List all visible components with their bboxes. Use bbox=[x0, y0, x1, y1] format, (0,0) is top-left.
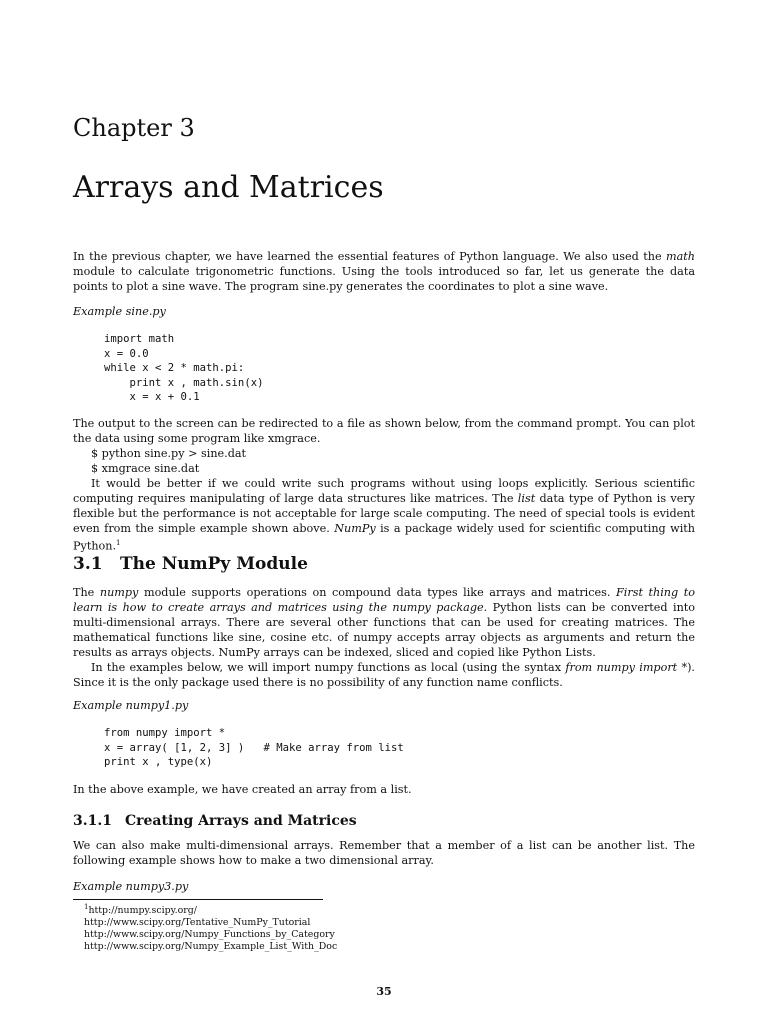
intro-paragraph: In the previous chapter, we have learned the essential features of Python language. We also used the math module to calculate trigonometric functions. Using the tools introduced so far, let us generate the data points to plot a sine wave. The program sine.py generates the coordinates to plot a sine wave. bbox=[73, 250, 695, 293]
numpy-module-paragraph: The numpy module supports operations on compound data types like arrays and matrices. First thing to learn is how to create arrays and matrices using the numpy package. Python lists can be converted into multi-dimensional arrays. There are several other functions that can be used for creating matrices. The mathematical functions like sine, cosine etc. of numpy accepts array objects as arguments and return the results as arrays objects. NumPy arrays can be indexed, sliced and copied like Python Lists. In the examples below, we will import numpy functions as local (using the syntax from numpy import *). Since it is the only package used there is no possibility of any function name conflicts. bbox=[73, 586, 696, 689]
code-block-sine: import math x = 0.0 while x < 2 * math.pi: print x , math.sin(x) x = x + 0.1 bbox=[104, 333, 264, 403]
footnote-link[interactable]: http://www.scipy.org/Numpy_Example_List_With_Doc bbox=[84, 941, 338, 953]
footnote-mark: 1 bbox=[116, 539, 121, 547]
code-block-numpy1: from numpy import * x = array( [1, 2, 3] ) # Make array from list print x , type(x) bbox=[104, 727, 404, 768]
example-label-numpy3: Example numpy3.py bbox=[73, 880, 189, 893]
footnotes bbox=[84, 901, 337, 953]
command-line: $ python sine.py > sine.dat bbox=[91, 447, 247, 460]
footnote-link[interactable]: http://numpy.scipy.org/ bbox=[88, 905, 197, 917]
example-label-sine: Example sine.py bbox=[73, 305, 166, 318]
footnote-rule bbox=[73, 899, 323, 900]
command-line: $ xmgrace sine.dat bbox=[91, 462, 200, 475]
footnote-link[interactable]: http://www.scipy.org/Numpy_Functions_by_Category bbox=[84, 929, 335, 941]
array-from-list-sentence: In the above example, we have created an array from a list. bbox=[73, 783, 412, 796]
output-paragraph: The output to the screen can be redirected to a file as shown below, from the command prompt. You can plot the data using some program like xmgrace. $ python sine.py > sine.dat $ xmgrace sine.dat It would be better if we could write such programs without using loops explicitly. Serious scientific computing requires manipulating of large data structures like matrices. The list data type of Python is very flexible but the performance is not acceptable for large scale computing. The need of special tools is evident even from the simple example shown above. NumPy is a package widely used for scientific computing with Python.$^1$ bbox=[73, 417, 695, 553]
chapter-title: Arrays and Matrices bbox=[73, 170, 384, 205]
footnote-link[interactable]: http://www.scipy.org/Tentative_NumPy_Tutorial bbox=[84, 917, 311, 929]
section-heading-numpy-module: 3.1 The NumPy Module bbox=[73, 554, 308, 574]
page-number: 35 bbox=[376, 985, 392, 998]
footnote-number: 1 bbox=[84, 903, 89, 911]
chapter-label: Chapter 3 bbox=[73, 114, 195, 142]
creating-arrays-paragraph: We can also make multi-dimensional arrays. Remember that a member of a list can be another list. The following example shows how to make a two dimensional array. bbox=[73, 839, 695, 867]
example-label-numpy1: Example numpy1.py bbox=[73, 699, 189, 712]
subsection-heading-creating-arrays: 3.1.1 Creating Arrays and Matrices bbox=[73, 813, 357, 829]
